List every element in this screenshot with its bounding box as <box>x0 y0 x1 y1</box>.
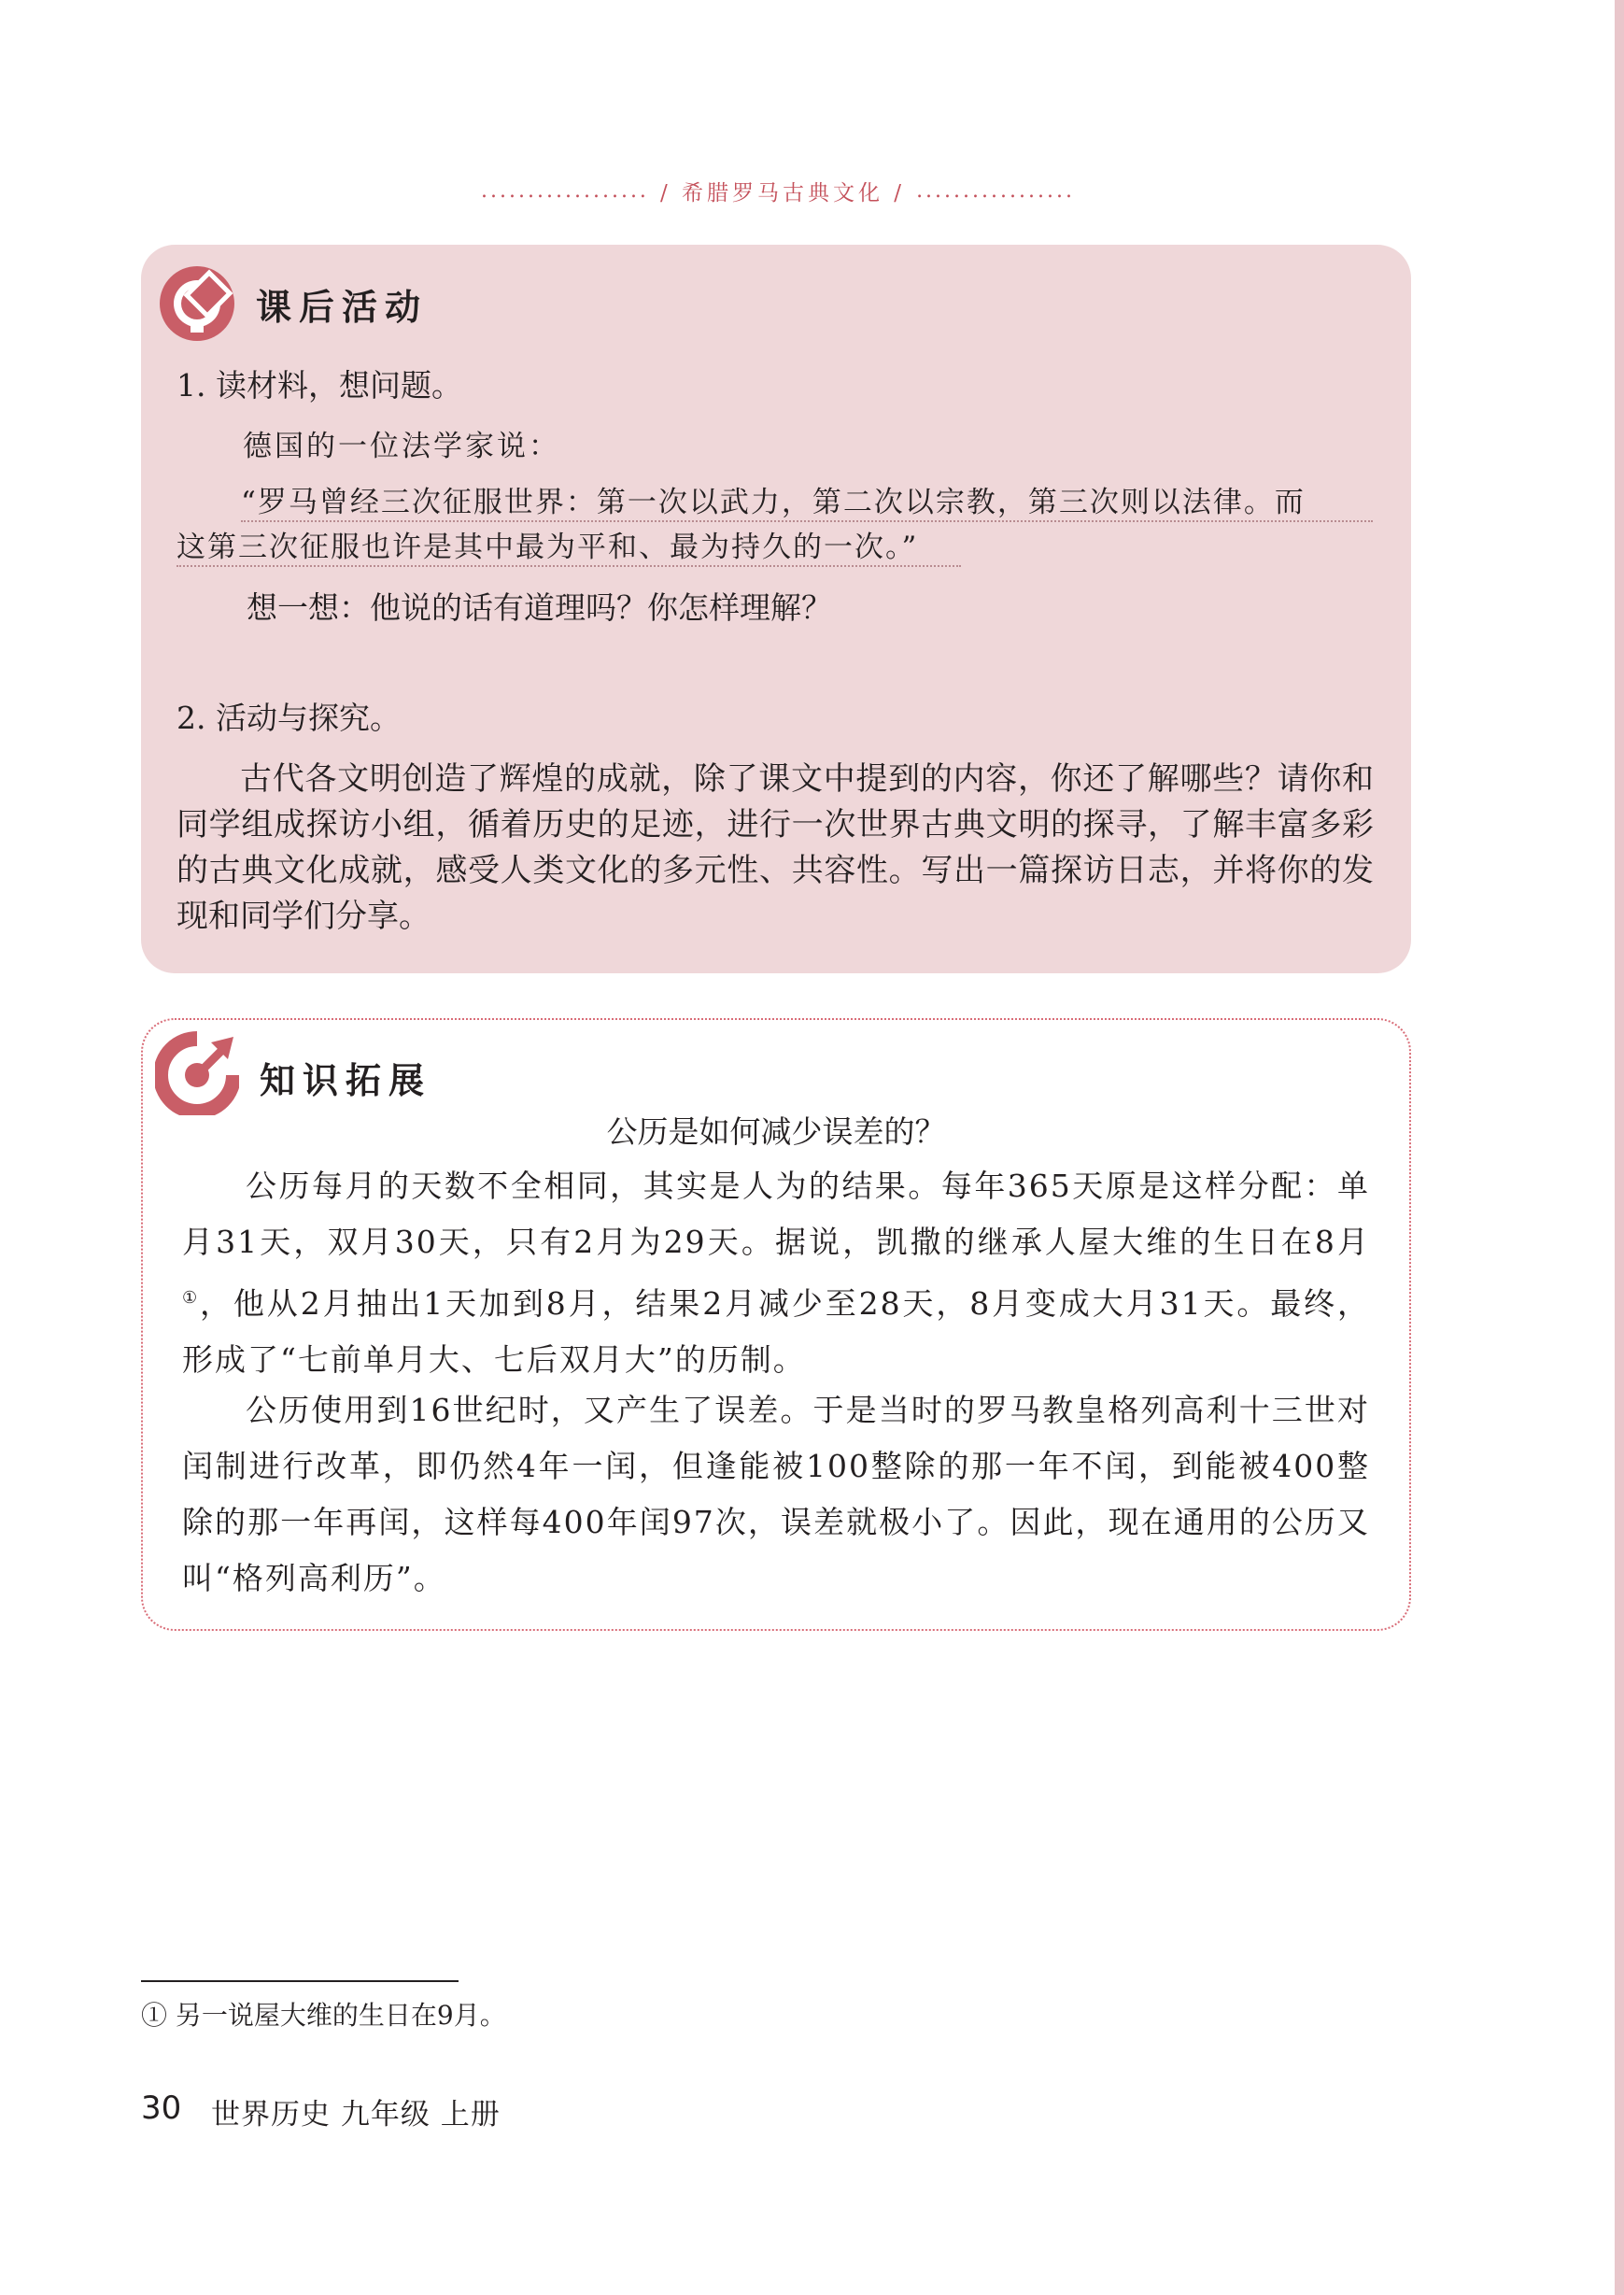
chapter-title: / 希腊罗马古典文化 / <box>659 180 906 205</box>
page-edge-bar <box>1615 0 1624 2295</box>
knowledge-section-icon <box>155 1031 239 1115</box>
knowledge-heading: 知识拓展 <box>260 1060 432 1101</box>
knowledge-title: 公历是如何减少误差的？ <box>606 1113 946 1150</box>
activity-item2-body: 古代各文明创造了辉煌的成就，除了课文中提到的内容，你还了解哪些？请你和同学组成探访小组，循着历史的足迹，进行一次世界古典文明的探寻，了解丰富多彩的古典文化成就，感受人类文化的多元性、共容性。写出一篇探访日志，并将你的发现和同学们分享。 <box>177 760 1374 935</box>
page-number: 30 <box>141 2090 182 2127</box>
activity-item1-question: 想一想：他说的话有道理吗？你怎样理解？ <box>247 589 832 626</box>
footnote-rule <box>141 1980 459 1982</box>
footnote: ① 另一说屋大维的生日在9月。 <box>141 2000 506 2031</box>
running-header <box>456 172 1100 209</box>
knowledge-para-1-text-a: 公历每月的天数不全相同，其实是人为的结果。每年365天原是这样分配：单月31天，双月30天，只有2月为29天。据说，凯撒的继承人屋大维的生日在8月 <box>182 1168 1370 1260</box>
activity-item1-title: 1. 读材料，想问题。 <box>177 367 462 404</box>
activity-heading: 课后活动 <box>256 287 429 328</box>
knowledge-para-2 <box>182 1382 1370 1607</box>
activity-section-icon <box>155 260 239 344</box>
knowledge-para-1 <box>182 1158 1370 1388</box>
footnote-marker: ① <box>182 1288 201 1308</box>
knowledge-para-1-text-b: ，他从2月抽出1天加到8月，结果2月减少至28天，8月变成大月31天。最终，形成了“七前单月大、七后双月大”的历制。 <box>182 1285 1370 1378</box>
quote-line-2: 这第三次征服也许是其中最为平和、最为持久的一次。” <box>177 531 919 564</box>
quote-underline-2 <box>177 565 961 567</box>
knowledge-para-2-text: 公历使用到16世纪时，又产生了误差。于是当时的罗马教皇格列高利十三世对闰制进行改革，即仍然4年一闰，但逢能被100整除的那一年不闰，到能被400整除的那一年再闰，这样每400年闰97次，误差就极小了。因此，现在通用的公历又叫“格列高利历”。 <box>182 1392 1370 1596</box>
header-dots-left: .................. <box>481 178 649 203</box>
book-title: 世界历史 九年级 上册 <box>211 2098 501 2132</box>
activity-item2-title: 2. 活动与探究。 <box>177 700 401 736</box>
quote-line-1: “罗马曾经三次征服世界：第一次以武力，第二次以宗教，第三次则以法律。而 <box>241 486 1306 519</box>
activity-item1-intro: 德国的一位法学家说： <box>243 430 560 463</box>
quote-underline-1 <box>241 520 1373 522</box>
header-dots-right: ................. <box>916 178 1075 203</box>
